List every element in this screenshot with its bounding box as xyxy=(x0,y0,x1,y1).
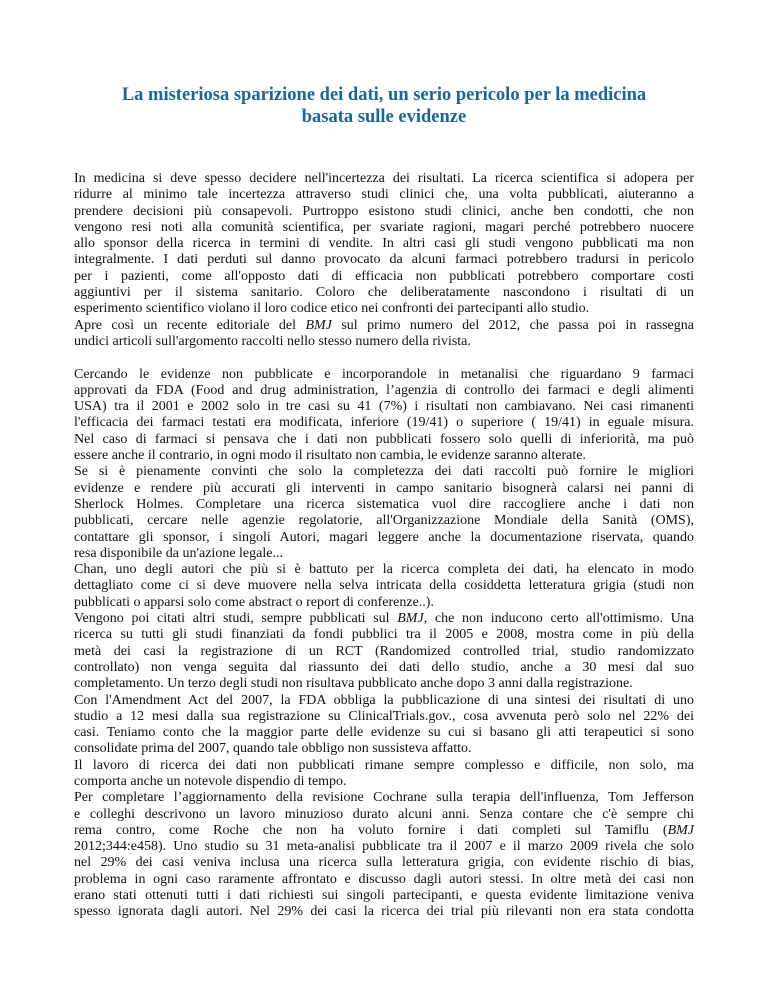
paragraph xyxy=(74,464,694,562)
text-line: problema in ogni caso raramente affrontato e discusso dagli autori stessi. In oltre metà dei casi non xyxy=(74,871,694,887)
italic-journal-name: BMJ xyxy=(305,317,332,333)
text-line: vengono resi noti alla comunità scientifica, per svariate ragioni, magari perché potrebbero nuocere xyxy=(74,219,694,235)
paragraph xyxy=(74,562,694,611)
text-line: dettagliato come ci si deve muovere nella selva intricata della cosiddetta letteratura grigia (studi non xyxy=(74,578,694,594)
paragraph xyxy=(74,171,694,318)
text-line: Sherlock Holmes. Completare una ricerca sistematica vuol dire raccogliere anche i dati non xyxy=(74,496,694,512)
text-line: resa disponibile da un'azione legale... xyxy=(74,545,283,561)
text-line: ridurre al minimo tale incertezza attraverso studi clinici che, una volta pubblicati, aiuteranno a xyxy=(74,187,694,203)
text-line: evidenze e rendere più accurati gli interventi in campo sanitario bisognerà calarsi nei panni di xyxy=(74,480,694,496)
text-line: undici articoli sull'argomento raccolti nello stesso numero della rivista. xyxy=(74,333,471,349)
text-line: l'efficacia dei farmaci testati era modificata, inferiore (19/41) o superiore ( 19/41) in eguale misura. xyxy=(74,415,694,431)
text-line: Il lavoro di ricerca dei dati non pubblicati rimane sempre complesso e difficile, non solo, ma xyxy=(74,757,694,773)
text-line: controllato) non venga seguita dal riassunto dei dati dello studio, anche a 30 mesi dal suo xyxy=(74,659,694,675)
text-line: aggiuntivi per il sistema sanitario. Coloro che deliberatamente nascondono i risultati di un xyxy=(74,285,694,301)
title-line-2: basata sulle evidenze xyxy=(301,107,467,127)
text-line: pubblicati, cercare nelle agenzie regolatorie, all'Organizzazione Mondiale della Sanità (OMS), xyxy=(74,513,694,529)
text-line: prendere decisioni più consapevoli. Purtroppo esistono studi clinici, anche ben condotti, che non xyxy=(74,203,694,219)
text-line xyxy=(74,318,694,334)
text-line: In medicina si deve spesso decidere nell'incertezza dei risultati. La ricerca scientifica si adopera per xyxy=(74,171,694,186)
article-title xyxy=(74,84,694,128)
text-line: casi. Teniamo conto che la maggior parte delle evidenze su cui si basano gli atti terapeutici si sono xyxy=(74,725,694,741)
text-line: Chan, uno degli autori che più si è battuto per la ricerca completa dei dati, ha elencato in modo xyxy=(74,562,694,578)
text-segment: rema contro, come Roche che non ha voluto fornire i dati completi sul Tamiflu ( xyxy=(74,822,668,838)
paragraph xyxy=(74,611,694,692)
text-line: pubblicati o apparsi solo come abstract o report di conferenze..). xyxy=(74,594,434,610)
text-line: Nel caso di farmaci si pensava che i dati non pubblicati fossero solo quelli di inferiorità, ma può xyxy=(74,431,694,447)
text-line: comporta anche un notevole dispendio di tempo. xyxy=(74,773,347,789)
text-segment: Apre così un recente editoriale del xyxy=(74,317,306,333)
title-line-1: La misteriosa sparizione dei dati, un serio pericolo per la medicina xyxy=(121,85,647,105)
text-line: USA) tra il 2001 e 2002 solo in tre casi su 41 (7%) i risultati non cambiavano. Nei casi rimanenti xyxy=(74,399,694,415)
text-line xyxy=(74,611,694,627)
paragraph xyxy=(74,758,694,791)
text-line: erano stati ottenuti tutti i dati richiesti sui singoli partecipanti, e questa evidente limitazione veniva xyxy=(74,888,694,904)
paragraph xyxy=(74,367,694,465)
text-line: allo sponsor della ricerca in termini di vendite. In altri casi gli studi vengono pubblicati ma non xyxy=(74,236,694,252)
text-line: completamento. Un terzo degli studi non risultava pubblicato anche dopo 3 anni dalla registrazione. xyxy=(74,676,633,692)
italic-journal-name: BMJ xyxy=(667,822,694,838)
paragraph-spacer xyxy=(74,350,694,366)
text-line: consolidate prima del 2007, quando tale obbligo non sussisteva affatto. xyxy=(74,741,472,757)
italic-journal-name: BMJ xyxy=(397,611,424,627)
text-line: ricerca su tutti gli studi finanziati da fondi pubblici tra il 2005 e 2008, mostra come in più della xyxy=(74,627,694,643)
text-line: contattare gli sponsor, i singoli Autori, magari leggere anche la documentazione riservata, quando xyxy=(74,529,694,545)
text-line: approvati da FDA (Food and drug administration, l’agenzia di controllo dei farmaci e degli alimenti xyxy=(74,382,694,398)
text-line xyxy=(74,823,694,839)
text-line: metà dei casi la registrazione di un RCT (Randomized controlled trial, studio randomizzato xyxy=(74,643,694,659)
text-segment: Vengono poi citati altri studi, sempre pubblicati sul xyxy=(74,611,398,627)
text-line: nel 29% dei casi veniva inclusa una ricerca sulla letteratura grigia, con evidente rischio di bias, xyxy=(74,855,694,871)
text-line: Per completare l’aggiornamento della revisione Cochrane sulla terapia dell'influenza, Tom Jefferson xyxy=(74,790,694,806)
text-line: 2012;344:e458). Uno studio su 31 meta-analisi pubblicate tra il 2007 e il marzo 2009 rivela che solo xyxy=(74,839,694,855)
text-line: Cercando le evidenze non pubblicate e incorporandole in metanalisi che riguardano 9 farmaci xyxy=(74,366,694,382)
text-line: essere anche il contrario, in ogni modo il risultato non cambia, le evidenze saranno alterate. xyxy=(74,448,586,464)
paragraph xyxy=(74,693,694,758)
text-line: spesso ignorata dagli autori. Nel 29% dei casi la ricerca dei trial più rilevanti non era stata condotta xyxy=(74,904,694,920)
text-line: Con l'Amendment Act del 2007, la FDA obbliga la pubblicazione di una sintesi dei risultati di uno xyxy=(74,692,694,708)
paragraph xyxy=(74,790,694,920)
article-body xyxy=(74,171,694,921)
text-line: integralmente. I dati perduti sul danno provocato da alcuni farmaci potrebbero tradursi in pericolo xyxy=(74,252,694,268)
text-line: esperimento scientifico violano il loro codice etico nei confronti dei partecipanti allo studio. xyxy=(74,301,590,317)
text-segment: , che non inducono certo all'ottimismo. Una xyxy=(423,611,694,627)
text-line: per i pazienti, come all'opposto dati di efficacia non pubblicati potrebbero comportare costi xyxy=(74,268,694,284)
text-line: e colleghi descrivono un lavoro minuzioso durato alcuni anni. Senza contare che c'è sempre chi xyxy=(74,806,694,822)
text-line: studio a 12 mesi dalla sua registrazione su ClinicalTrials.gov., cosa avvenuta però solo nel 22% dei xyxy=(74,708,694,724)
text-segment: sul primo numero del 2012, che passa poi in rassegna xyxy=(331,317,694,333)
text-line: Se si è pienamente convinti che solo la completezza dei dati raccolti può fornire le migliori xyxy=(74,464,694,480)
paragraph xyxy=(74,318,694,351)
